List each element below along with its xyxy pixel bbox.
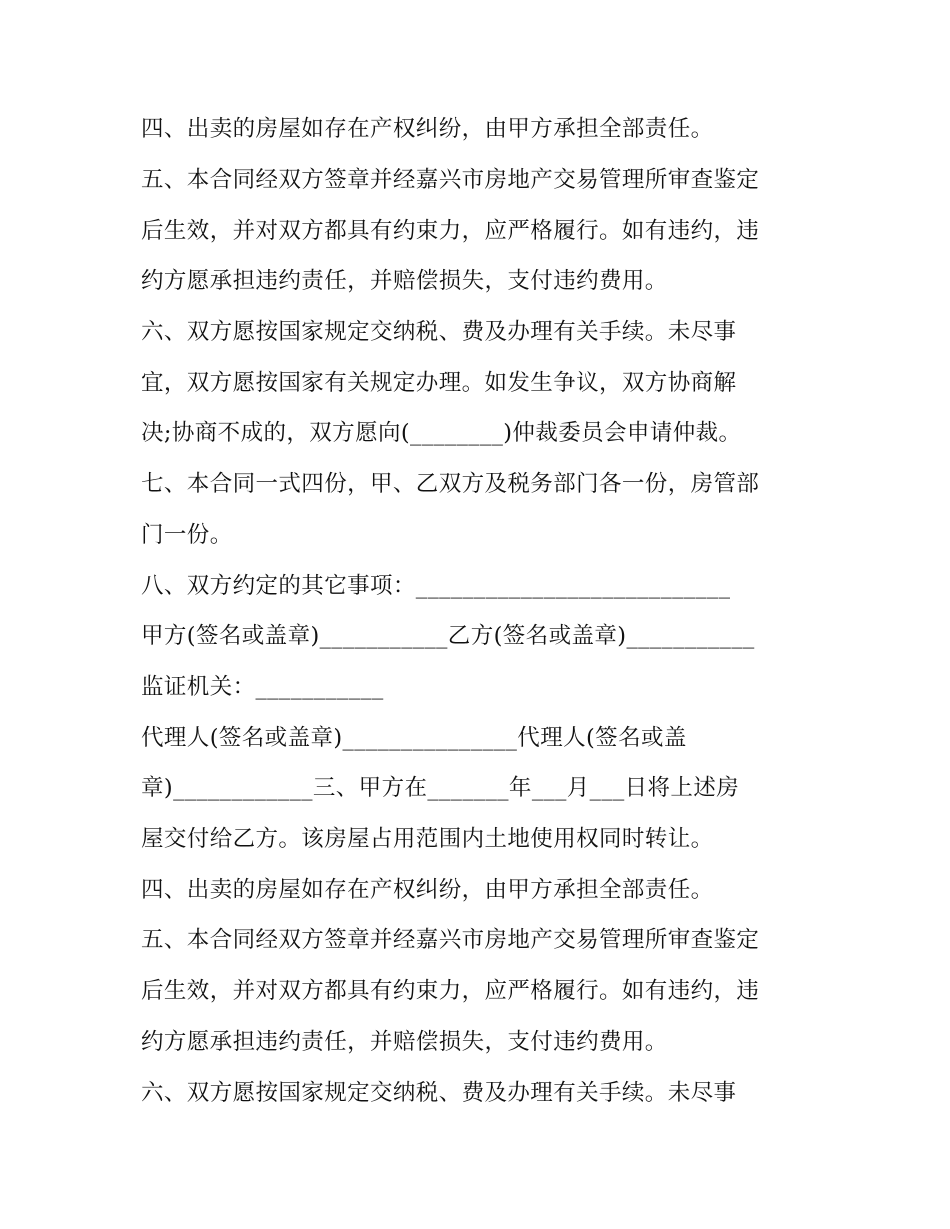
text-line: 约方愿承担违约责任，并赔偿损失，支付违约费用。 [141, 1029, 668, 1055]
text-line: 屋交付给乙方。该房屋占用范围内土地使用权同时转让。 [141, 826, 714, 852]
text-line: 后生效，并对双方都具有约束力，应严格履行。如有违约，违 [141, 978, 760, 1004]
text-line: 决;协商不成的，双方愿向(________)仲裁委员会申请仲裁。 [141, 420, 742, 446]
text-line: 约方愿承担违约责任，并赔偿损失，支付违约费用。 [141, 268, 668, 294]
text-line: 五、本合同经双方签章并经嘉兴市房地产交易管理所审查鉴定 [141, 927, 760, 953]
text-line: 七、本合同一式四份，甲、乙双方及税务部门各一份，房管部 [141, 471, 760, 497]
text-line: 代理人(签名或盖章)_______________代理人(签名或盖 [141, 725, 687, 751]
text-line: 四、出卖的房屋如存在产权纠纷，由甲方承担全部责任。 [141, 116, 714, 142]
text-line: 八、双方约定的其它事项：___________________________ [141, 573, 731, 599]
text-line: 监证机关：___________ [141, 674, 384, 700]
text-line: 甲方(签名或盖章)___________乙方(签名或盖章)___________ [141, 623, 755, 649]
text-line: 六、双方愿按国家规定交纳税、费及办理有关手续。未尽事 [141, 1080, 737, 1106]
text-line: 五、本合同经双方签章并经嘉兴市房地产交易管理所审查鉴定 [141, 167, 760, 193]
text-line: 六、双方愿按国家规定交纳税、费及办理有关手续。未尽事 [141, 319, 737, 345]
text-line: 章)____________三、甲方在_______年___月___日将上述房 [141, 775, 740, 801]
text-line: 后生效，并对双方都具有约束力，应严格履行。如有违约，违 [141, 218, 760, 244]
text-line: 宜，双方愿按国家有关规定办理。如发生争议，双方协商解 [141, 370, 737, 396]
text-line: 门一份。 [141, 522, 233, 548]
text-line: 四、出卖的房屋如存在产权纠纷，由甲方承担全部责任。 [141, 877, 714, 903]
